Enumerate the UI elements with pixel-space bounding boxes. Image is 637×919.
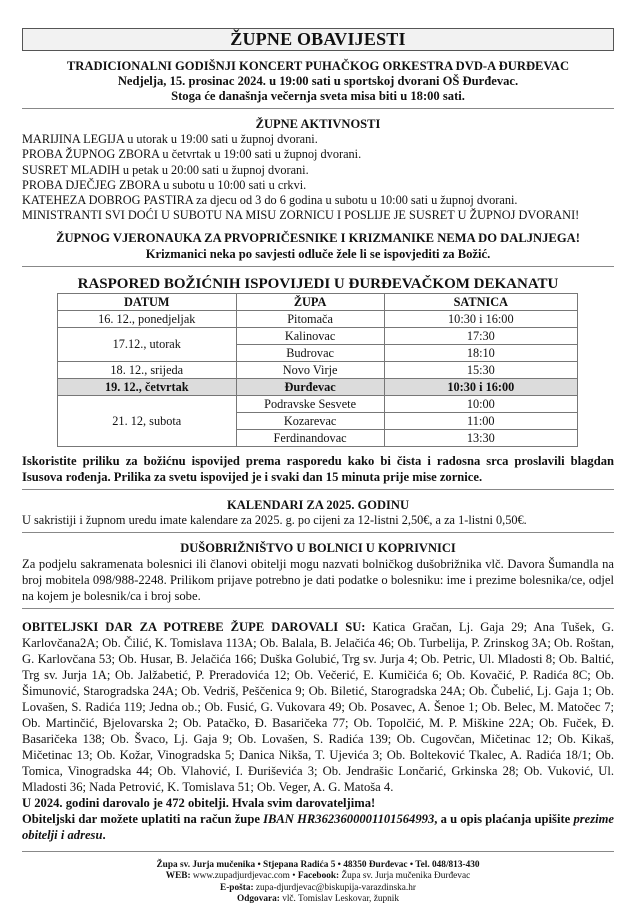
donations-thanks: U 2024. godini darovalo je 472 obitelji. Hvala svim darovateljima! [22,796,376,811]
time-cell: 10:30 i 16:00 [384,310,577,327]
footer-web-line [22,871,614,882]
date-cell: 21. 12, subota [58,395,237,446]
activity-item: MINISTRANTI SVI DOĆI U SUBOTU NA MISU ZORNICU I POSLIJE JE SUSRET U ŽUPNOJ DVORANI! [22,208,580,223]
bulletin-page [22,0,614,906]
hospital-text: Za podjelu sakramenata bolesnici ili članovi obitelji mogu nazvati bolničkog dušobrižnika vlč. Davora Šumandla na broj mobitela 098/988-2248. Prilikom prijave potrebno je dati podatke o bolesniku: ime i prezime bolesnika/ce, odjel na kojem je bolesnik/ca i broj sobe. [22,557,614,604]
divider [22,489,614,490]
donations-section [22,619,614,843]
parish-cell: Kalinovac [236,327,384,344]
confession-note: Iskoristite priliku za božićnu ispovijed prema rasporedu kako bi čista i radosna srca proslavili blagdan Isusova rođenja. Prilika za svetu ispovijed je i svaki dan 15 minuta prije mise zornice. [22,453,614,484]
concert-date: Nedjelja, 15. prosinac 2024. u 19:00 sati u sportskoj dvorani OŠ Đurđevac. [117,74,519,88]
payment-text: Obiteljski dar možete uplatiti na račun župe [22,812,264,827]
donations-list: Katica Gračan, Lj. Gaja 29; Ana Tušek, G. Karlovčana2A; Ob. Čilić, K. Tomislava 113A; Ob. Balala, B. Jelačića 46; Ob. Turbelija, P. Zrinskog 3A; Ob. Roštan, G. Karlovčana 53; Ob. Husar, B. Jelačića 166; Duška Golubić, Trg sv. Jurja 4; Ob. Petric, Ul. Mladosti 8; Ob. Baltić, Trg sv. Jurja 1A; Ob. Jalžabetić, P. Preradovića 12; Ob. Večerić, E. Kumičića 6; Ob. Kovačić, P. Radića 8C; Ob. Šimunović, Starogradska 24A; Ob. Vedriš, Peščenica 9; Ob. Biletić, Starogradska 24A; Ob. Čubelić, Lj. Gaja 1; Ob. Lovašen, S. Radića 119; Jedna ob.; Ob. Fusić, G. Vukovara 49; Ob. Posavec, A. Šenoe 1; Ob. Belec, M. Matočec 7; Ob. Martinčić, Bjelovarska 2; Ob. Patačko, Đ. Basaričeka 77; Ob. Topolčić, M. P. Miškine 22A; Ob. Fuček, Đ. Basaričeka 138; Ob. Švaco, Lj. Gaja 9; Ob. Lovašen, S. Radića 139; Ob. Cugovčan, Mičetinac 12; Ob. Kikaš, Mičetinac 13; Ob. Kožar, Vinogradska 5; Danica Nikša, T. Ujevića 3; Ob. Bolteković Tkalec, A. Radića 18/1; Ob. Tomica, Vinogradska 44; Ob. Vlahović, I. Đuriševića 3; Ob. Jendrašic Lončarić, Grkinska 28; Ob. Vuković, Ul. Mladosti 36; Nada Petrović, K. Tomislava 51; Ob. Veger, A. G. Matoša 4. [22,620,614,795]
concert-announcement [22,59,614,104]
date-cell: 16. 12., ponedjeljak [58,310,237,327]
column-header-date: DATUM [58,293,237,310]
divider [22,851,614,852]
date-cell: 17.12., utorak [58,327,237,361]
confession-schedule-section [22,276,614,485]
activity-item: PROBA DJEČJEG ZBORA u subotu u 10:00 sati u crkvi. [22,177,307,192]
facebook-label: Facebook: [297,871,340,882]
confession-schedule-table [57,293,578,447]
time-cell: 18:10 [384,344,577,361]
email-link[interactable]: zupa-djurdjevac@biskupija-varazdinska.hr [253,882,416,893]
web-label: WEB: [165,871,191,882]
table-header-row [58,293,578,310]
payment-instructions [22,811,614,843]
donations-text [22,619,614,795]
divider [22,108,614,109]
parish-cell: Ferdinandovac [236,429,384,446]
divider [22,266,614,267]
time-cell: 17:30 [384,327,577,344]
iban: IBAN HR3623600001101564993 [263,812,435,827]
payment-text: , a u opis plaćanja upišite [434,812,574,827]
parish-cell: Podravske Sesvete [236,395,384,412]
table-row-highlighted [58,378,578,395]
time-cell: 10:00 [384,395,577,412]
catechism-notice-line: ŽUPNOG VJERONAUKA ZA PRVOPRIČESNIKE I KRIZMANIKE NEMA DO DALJNJEGA! [56,230,580,245]
activity-item: MARIJINA LEGIJA u utorak u 19:00 sati u župnoj dvorani. [22,132,318,146]
responsible-label: Odgovara: [237,894,280,905]
section-title: ŽUPNE AKTIVNOSTI [255,117,381,131]
column-header-time: SATNICA [384,293,577,310]
facebook-link[interactable]: Župa sv. Jurja mučenika Đurđevac [339,871,471,882]
email-label: E-pošta: [220,882,254,893]
date-cell: 18. 12., srijeda [58,361,237,378]
parish-cell: Novo Virje [236,361,384,378]
table-row [58,395,578,412]
parish-cell: Budrovac [236,344,384,361]
parish-cell: Đurđevac [236,378,384,395]
table-row [58,361,578,378]
section-title: KALENDARI ZA 2025. GODINU [227,497,409,512]
concert-mass-note: Stoga će današnja večernja sveta misa biti u 18:00 sati. [171,89,465,103]
time-cell: 13:30 [384,429,577,446]
calendars-text: U sakristiji i župnom uredu imate kalendare za 2025. g. po cijeni za 12-listni 2,50€, a za 1-listni 0,50€. [22,512,527,527]
footer-address: Župa sv. Jurja mučenika • Stjepana Radića 5 • 48350 Đurđevac • Tel. 048/813-430 [156,860,480,871]
schedule-title: RASPORED BOŽIĆNIH ISPOVIJEDI U ĐURĐEVAČKOM DEKANATU [77,275,559,292]
catechism-notice-line: Krizmanici neka po savjesti odluče žele li se ispovjediti za Božić. [145,246,491,261]
payment-text: . [102,828,106,843]
activity-item: KATEHEZA DOBROG PASTIRA za djecu od 3 do 6 godina u subotu u 10:00 sati u župnoj dvorani. [22,193,518,208]
footer [22,860,614,906]
table-row [58,310,578,327]
activity-item: SUSRET MLADIH u petak u 20:00 sati u župnoj dvorani. [22,162,309,177]
calendars-section [22,498,614,528]
parish-cell: Kozarevac [236,412,384,429]
payment-description: prezime obitelji i adresu [22,812,615,843]
footer-responsible-line [22,894,614,905]
parish-activities-section [22,117,614,262]
divider [22,608,614,609]
catechism-notice [22,230,614,262]
footer-email-line [22,883,614,894]
hospital-section [22,541,614,604]
time-cell: 15:30 [384,361,577,378]
page-title: ŽUPNE OBAVIJESTI [22,28,614,51]
date-cell: 19. 12., četvrtak [58,378,237,395]
table-row [58,327,578,344]
web-link[interactable]: www.zupadjurdjevac.com • [190,871,298,882]
divider [22,532,614,533]
section-title: DUŠOBRIŽNIŠTVO U BOLNICI U KOPRIVNICI [180,541,456,556]
donations-heading: OBITELJSKI DAR ZA POTREBE ŽUPE DAROVALI SU: [22,620,366,635]
column-header-parish: ŽUPA [236,293,384,310]
responsible-person: vlč. Tomislav Leskovar, župnik [279,894,399,905]
time-cell: 10:30 i 16:00 [384,378,577,395]
time-cell: 11:00 [384,412,577,429]
activity-item: PROBA ŽUPNOG ZBORA u četvrtak u 19:00 sati u župnoj dvorani. [22,147,362,162]
concert-title: TRADICIONALNI GODIŠNJI KONCERT PUHAČKOG ORKESTRA DVD-A ĐURĐEVAC [66,59,570,73]
parish-cell: Pitomača [236,310,384,327]
